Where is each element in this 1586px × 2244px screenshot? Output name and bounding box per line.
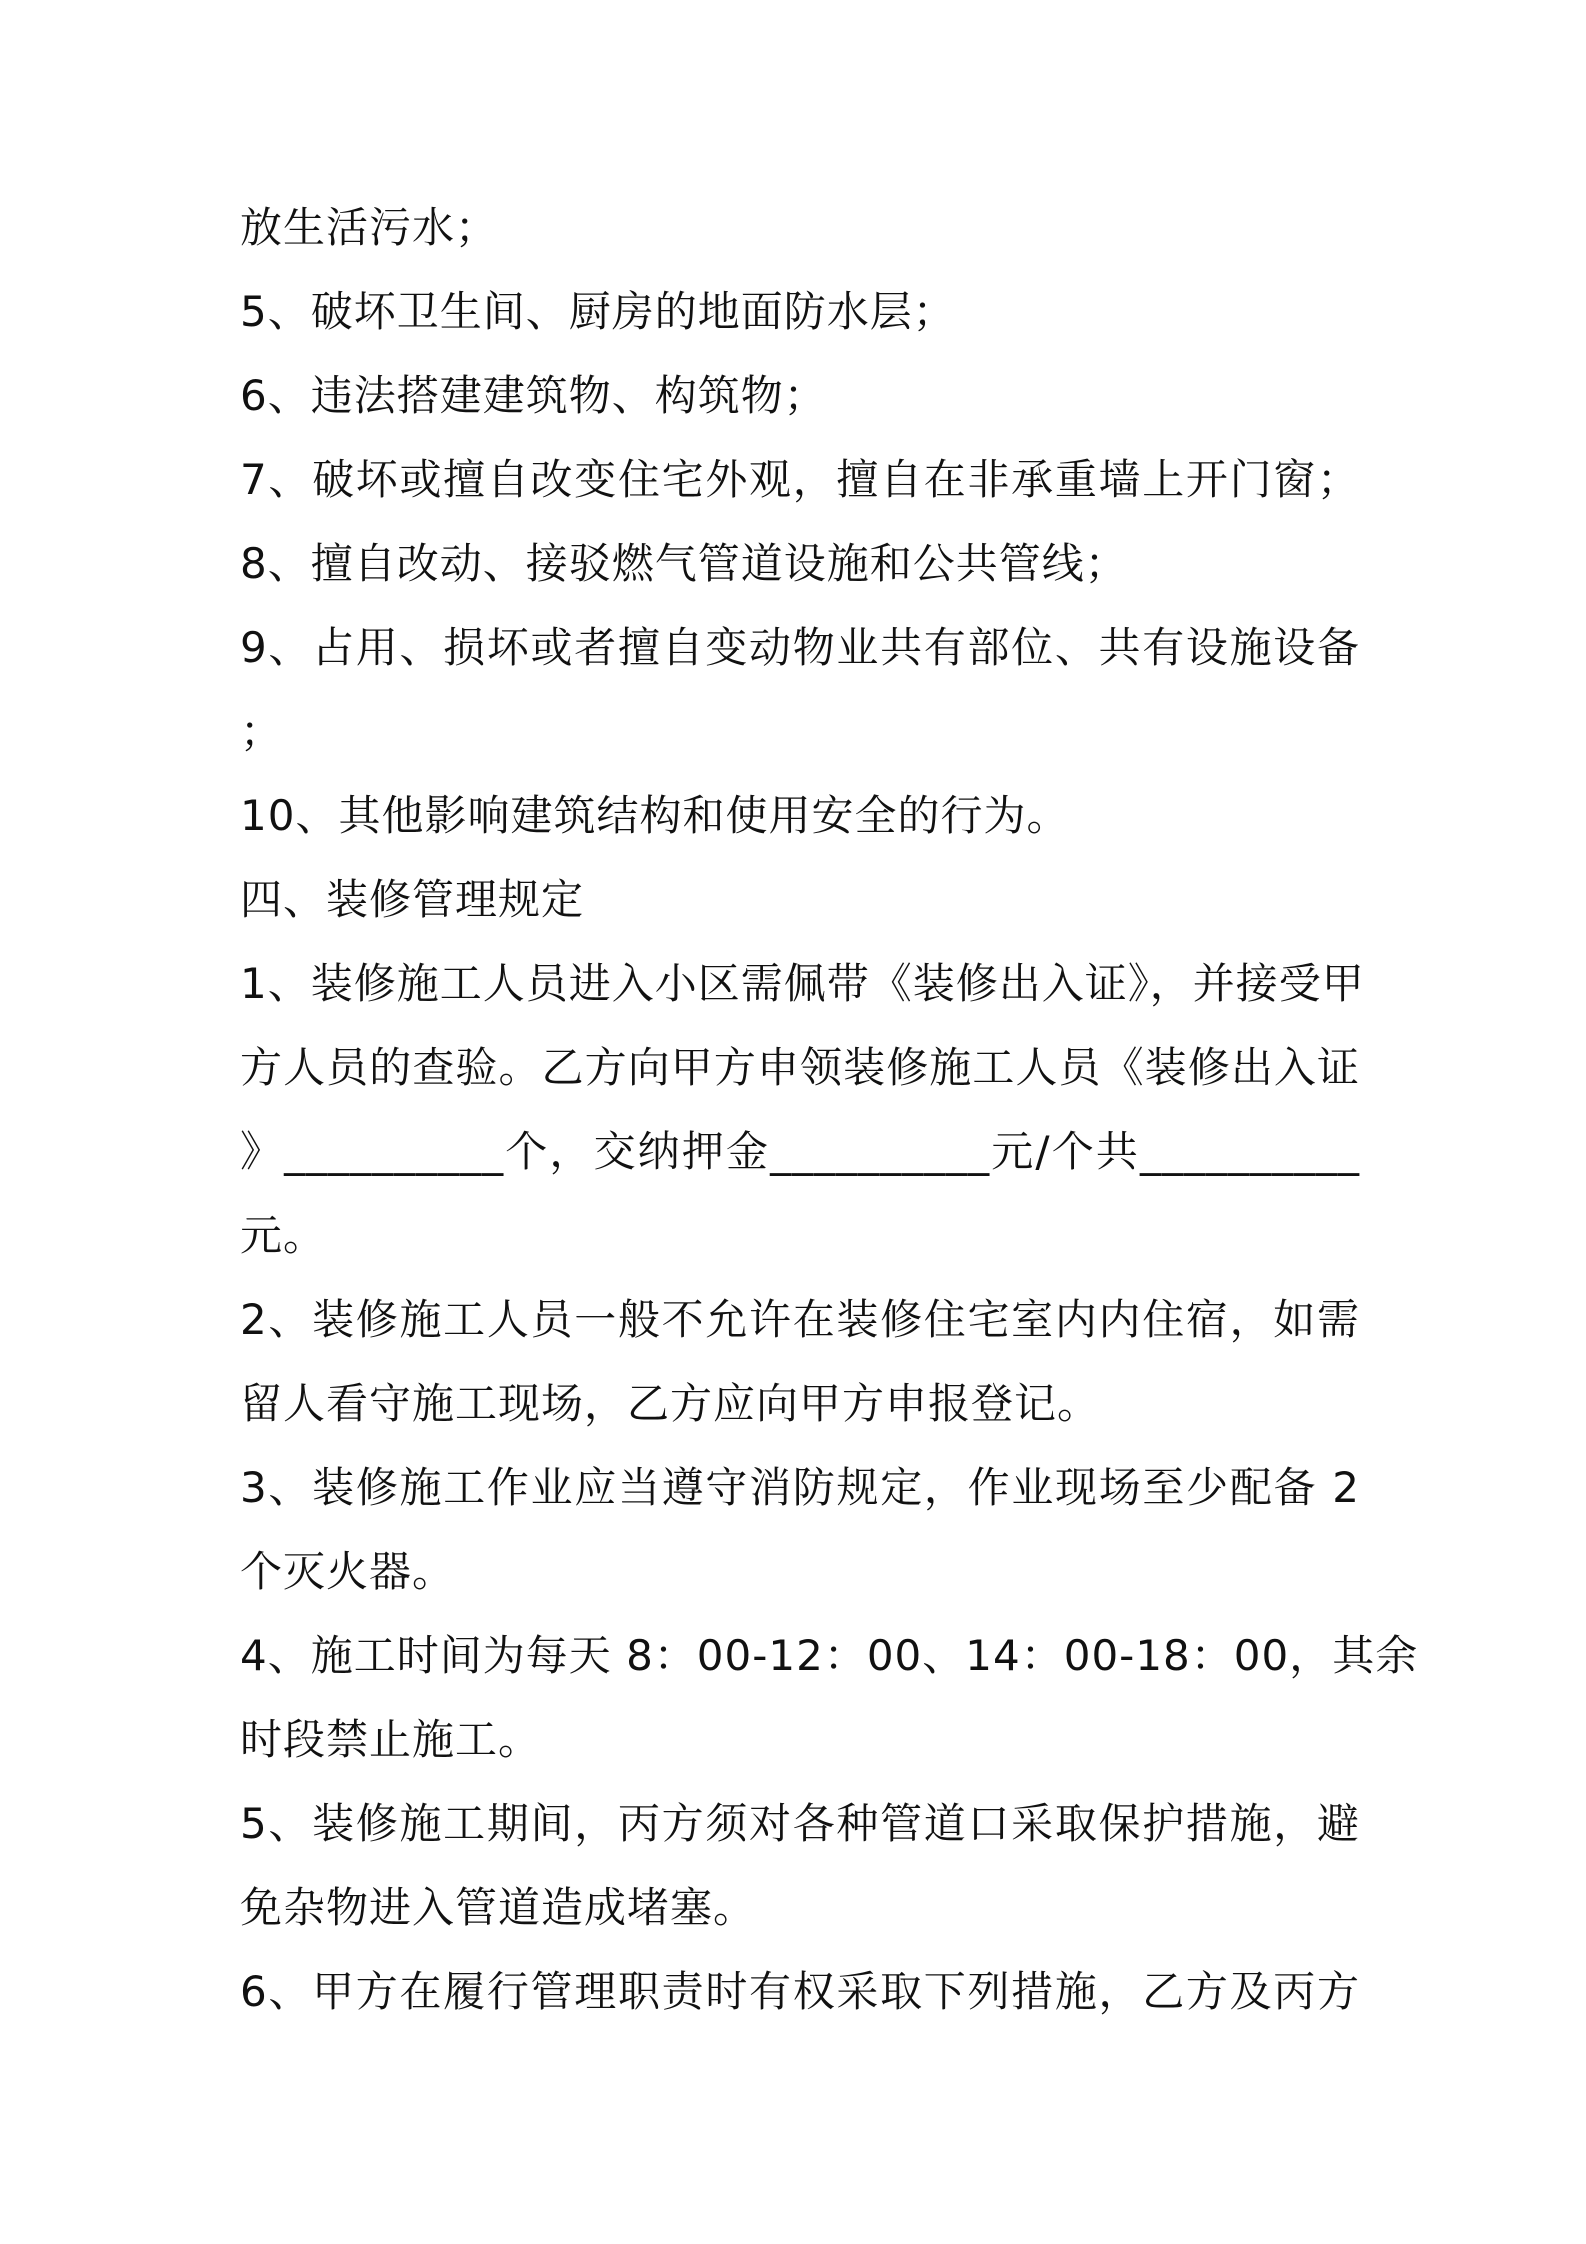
text-line: 9、占用、损坏或者擅自变动物业共有部位、共有设施设备 — [240, 623, 1360, 672]
text-line: 2、装修施工人员一般不允许在装修住宅室内内住宿，如需 — [240, 1295, 1360, 1344]
text-line: 4、施工时间为每天 8：00-12：00、14：00-18：00，其余 — [240, 1631, 1419, 1680]
text-line: 放生活污水； — [240, 203, 499, 252]
text-line: 5、装修施工期间，丙方须对各种管道口采取保护措施，避 — [240, 1799, 1360, 1848]
text-line: 7、破坏或擅自改变住宅外观，擅自在非承重墙上开门窗； — [240, 455, 1360, 504]
text-line: 10、其他影响建筑结构和使用安全的行为。 — [240, 791, 1070, 840]
text-line: 3、装修施工作业应当遵守消防规定，作业现场至少配备 2 — [240, 1463, 1360, 1512]
text-line: 免杂物进入管道造成堵塞。 — [240, 1883, 757, 1932]
text-line: 》__________个，交纳押金__________元/个共__________ — [240, 1127, 1360, 1176]
text-line: 方人员的查验。乙方向甲方申领装修施工人员《装修出入证 — [240, 1043, 1360, 1092]
section-heading: 四、装修管理规定 — [240, 875, 585, 924]
text-line: 留人看守施工现场，乙方应向甲方申报登记。 — [240, 1379, 1101, 1428]
text-line: 元。 — [240, 1211, 327, 1260]
text-line: 6、甲方在履行管理职责时有权采取下列措施，乙方及丙方 — [240, 1967, 1360, 2016]
text-line: 1、装修施工人员进入小区需佩带《装修出入证》，并接受甲 — [240, 959, 1365, 1008]
text-line: 时段禁止施工。 — [240, 1715, 542, 1764]
text-line: 个灭火器。 — [240, 1547, 456, 1596]
text-line: 6、违法搭建建筑物、构筑物； — [240, 371, 827, 420]
text-line: 5、破坏卫生间、厨房的地面防水层； — [240, 287, 956, 336]
text-line: 8、擅自改动、接驳燃气管道设施和公共管线； — [240, 539, 1128, 588]
text-line: ； — [240, 707, 284, 756]
